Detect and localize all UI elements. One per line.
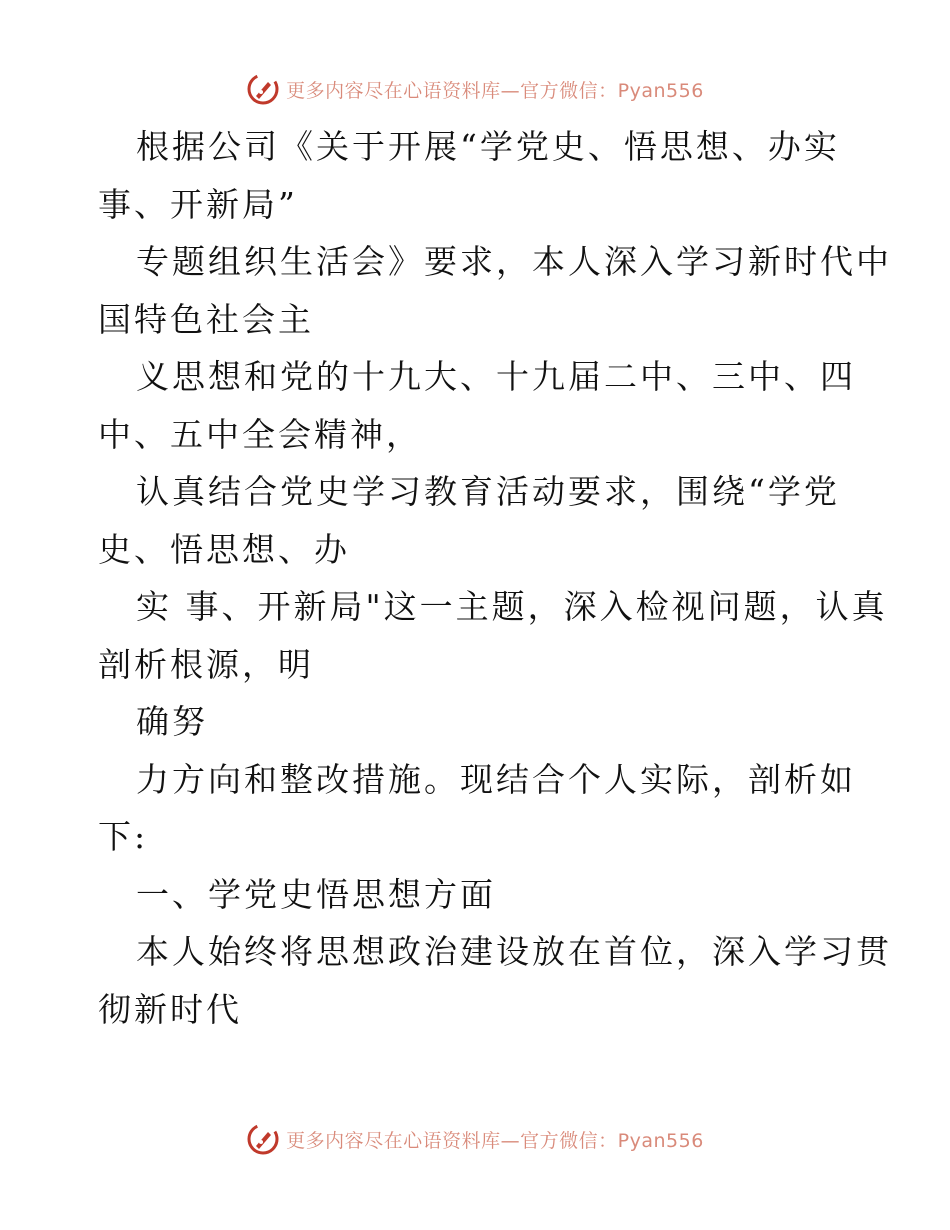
text-line: 实 事、开新局"这一主题，深入检视问题，认真 — [136, 587, 888, 626]
text-line: 史、悟思想、办 — [98, 529, 350, 569]
text-line: 专题组织生活会》要求，本人深入学习新时代中 — [136, 242, 892, 281]
text-line: 中、五中全会精神， — [98, 414, 422, 454]
section-heading: 一、学党史悟思想方面 — [136, 874, 496, 914]
text-line: 彻新时代 — [98, 989, 242, 1029]
header-watermark-banner — [0, 72, 950, 106]
text-line: 剖析根源，明 — [98, 644, 314, 684]
text-line: 确努 — [136, 702, 208, 741]
text-line: 认真结合党史学习教育活动要求，围绕“学党 — [136, 472, 840, 511]
document-body — [98, 118, 892, 1038]
text-line: 根据公司《关于开展“学党史、悟思想、办实 — [136, 127, 840, 166]
footer-watermark-banner — [0, 1122, 950, 1156]
text-line: 力方向和整改措施。现结合个人实际，剖析如 — [136, 759, 856, 799]
text-line: 事、开新局” — [98, 184, 298, 224]
watermark-text: 更多内容尽在心语资料库—官方微信：Pyan556 — [286, 79, 704, 102]
text-line: 本人始终将思想政治建设放在首位，深入学习贯 — [136, 932, 892, 971]
pen-nib-icon — [246, 1122, 280, 1156]
text-line: 国特色社会主 — [98, 299, 314, 339]
pen-nib-icon — [246, 72, 280, 106]
text-line: 义思想和党的十九大、十九届二中、三中、四 — [136, 357, 856, 396]
watermark-text: 更多内容尽在心语资料库—官方微信：Pyan556 — [286, 1129, 704, 1152]
text-line: 下: — [98, 817, 149, 856]
